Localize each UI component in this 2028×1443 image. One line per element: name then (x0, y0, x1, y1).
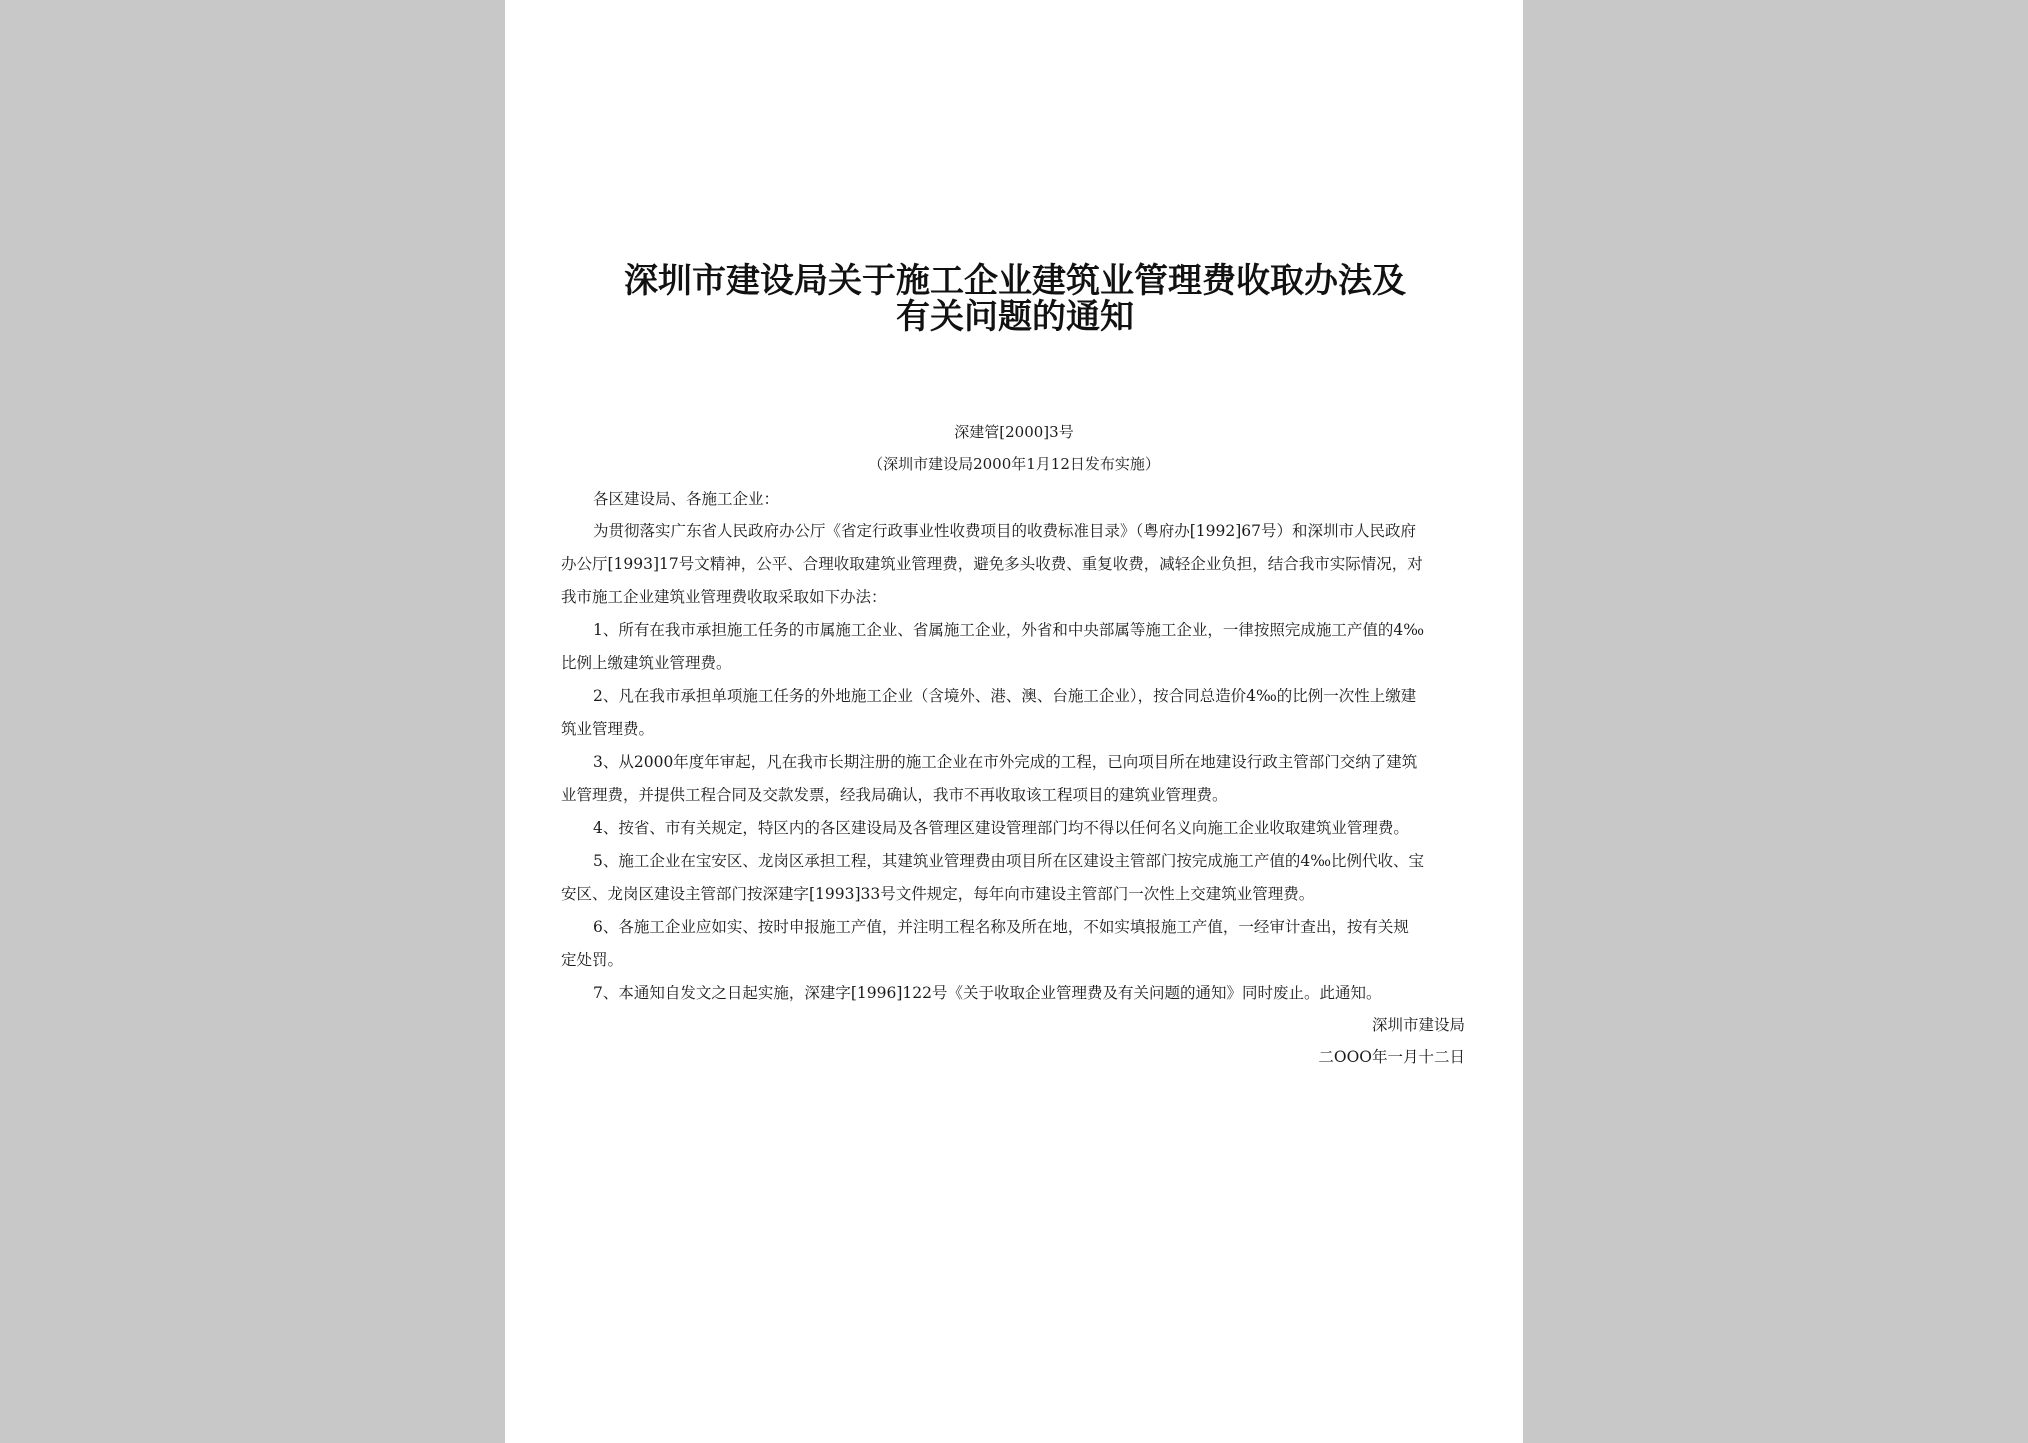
title-line-1: 深圳市建设局关于施工企业建筑业管理费收取办法及 (624, 261, 1406, 301)
body-line: 我市施工企业建筑业管理费收取采取如下办法： (561, 588, 887, 606)
signature: 深圳市建设局 (1371, 1016, 1465, 1034)
title-line-2: 有关问题的通知 (896, 297, 1134, 337)
signature-date: 二OOO年一月十二日 (1318, 1048, 1465, 1066)
document-page (505, 0, 1523, 1443)
body-line: 3、从2000年度年审起，凡在我市长期注册的施工企业在市外完成的工程，已向项目所在地建设行政主管部门交纳了建筑 (593, 753, 1418, 771)
body-line: 6、各施工企业应如实、按时申报施工产值，并注明工程名称及所在地，不如实填报施工产值，一经审计查出，按有关规 (593, 918, 1409, 936)
body-line: 安区、龙岗区建设主管部门按深建字[1993]33号文件规定，每年向市建设主管部门一次性上交建筑业管理费。 (561, 885, 1315, 903)
issue-note: （深圳市建设局2000年1月12日发布实施） (868, 455, 1160, 473)
body-line: 定处罚。 (561, 951, 624, 969)
body-line: 7、本通知自发文之日起实施，深建字[1996]122号《关于收取企业管理费及有关问题的通知》同时废止。此通知。 (593, 984, 1382, 1002)
body-line: 为贯彻落实广东省人民政府办公厅《省定行政事业性收费项目的收费标准目录》（粤府办[1992]67号）和深圳市人民政府 (593, 522, 1417, 540)
body-line: 1、所有在我市承担施工任务的市属施工企业、省属施工企业，外省和中央部属等施工企业，一律按照完成施工产值的4‰ (593, 621, 1425, 639)
body-line: 筑业管理费。 (561, 720, 655, 738)
body-line: 比例上缴建筑业管理费。 (561, 654, 732, 672)
body-line: 4、按省、市有关规定，特区内的各区建设局及各管理区建设管理部门均不得以任何名义向施工企业收取建筑业管理费。 (593, 819, 1409, 837)
body-line: 5、施工企业在宝安区、龙岗区承担工程，其建筑业管理费由项目所在区建设主管部门按完成施工产值的4‰比例代收、宝 (593, 852, 1425, 870)
addressee: 各区建设局、各施工企业： (593, 490, 780, 508)
body-line: 2、凡在我市承担单项施工任务的外地施工企业（含境外、港、澳、台施工企业），按合同总造价4‰的比例一次性上缴建 (593, 687, 1417, 705)
body-line: 业管理费，并提供工程合同及交款发票，经我局确认，我市不再收取该工程项目的建筑业管理费。 (561, 786, 1228, 804)
document-number: 深建管[2000]3号 (954, 423, 1074, 441)
body-line: 办公厅[1993]17号文精神，公平、合理收取建筑业管理费，避免多头收费、重复收费，减轻企业负担，结合我市实际情况，对 (561, 555, 1423, 573)
